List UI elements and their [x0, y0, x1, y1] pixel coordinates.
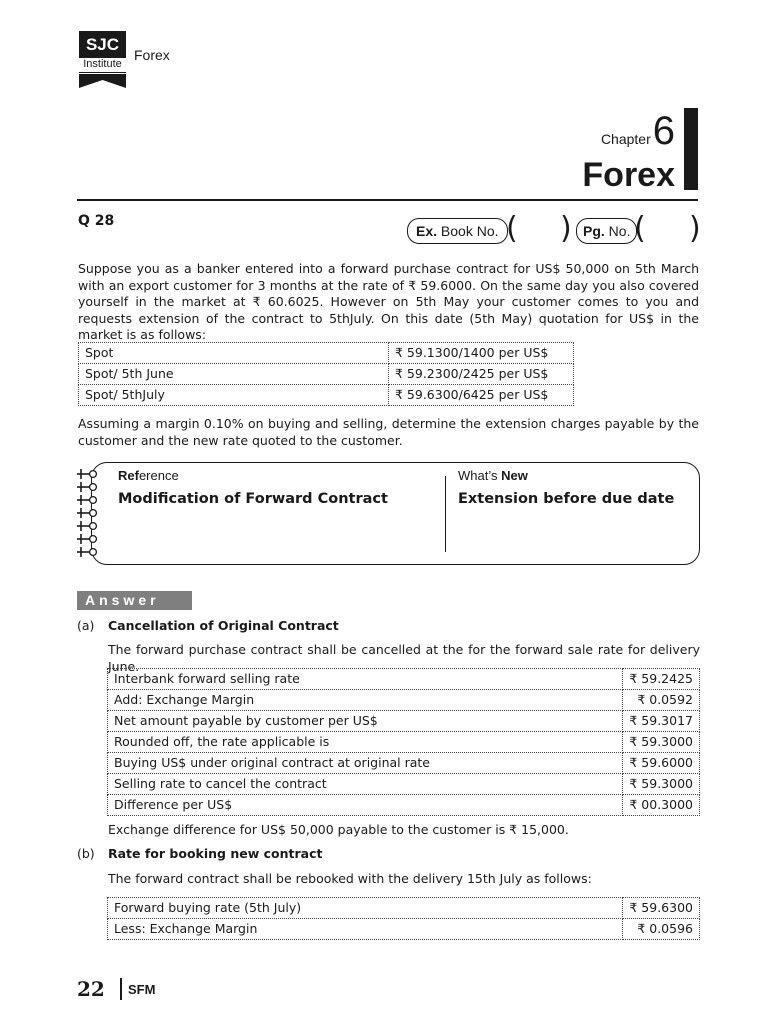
row-value: ₹ 59.3017: [623, 711, 700, 732]
answer-badge: Answer: [77, 591, 192, 610]
table-row: [108, 711, 700, 732]
chapter-label: Chapter: [600, 131, 651, 147]
table-row: [108, 919, 700, 940]
row-value: ₹ 59.2425: [623, 669, 700, 690]
part-a-heading: Cancellation of Original Contract: [108, 618, 339, 633]
header-rule: [77, 199, 698, 201]
pgno-close-bracket: ): [689, 211, 701, 246]
reference-heading: Modification of Forward Contract: [118, 491, 388, 507]
table-row: [79, 364, 574, 385]
table-row: [108, 669, 700, 690]
spiral-ring-icon: [76, 534, 98, 544]
row-label: Interbank forward selling rate: [108, 669, 623, 690]
logo-top-text: SJC: [79, 31, 126, 58]
chapter-heading: [582, 109, 675, 194]
logo-bottom-text: Institute: [79, 58, 126, 73]
header-section-title: Forex: [134, 47, 170, 63]
sjc-logo: [79, 31, 126, 92]
row-label: Rounded off, the rate applicable is: [108, 732, 623, 753]
reference-divider: [445, 476, 446, 552]
row-value: ₹ 59.3000: [623, 774, 700, 795]
part-b-intro: The forward contract shall be rebooked with the delivery 15th July as follows:: [108, 871, 592, 886]
spiral-ring-icon: [76, 469, 98, 479]
spiral-ring-icon: [76, 508, 98, 518]
quotation-table: [78, 342, 574, 406]
exbook-label: [407, 218, 508, 244]
row-label: Difference per US$: [108, 795, 623, 816]
row-value: ₹ 59.6000: [623, 753, 700, 774]
row-value: ₹ 0.0596: [623, 919, 700, 940]
exbook-label-bold: Ex.: [416, 223, 438, 239]
pgno-label-rest: No.: [604, 223, 631, 239]
quote-label: Spot/ 5thJuly: [79, 385, 389, 406]
row-value: ₹ 00.3000: [623, 795, 700, 816]
spiral-ring-icon: [76, 495, 98, 505]
reference-label-rest: erence: [138, 468, 179, 483]
part-b-heading: Rate for booking new contract: [108, 846, 323, 861]
question-text: Suppose you as a banker entered into a forward purchase contract for US$ 50,000 on 5th March with an export customer for 3 months at the rate of ₹ 59.6000. On the same day you also covered yourself in the market at ₹ 60.6025. However on 5th May your customer comes to you and requests extension of the contract to 5thJuly. On this date (5th May) quotation for US$ in the market is as follows:: [78, 261, 699, 342]
quote-rate: ₹ 59.2300/2425 per US$: [389, 364, 574, 385]
part-a-intro: The forward purchase contract shall be cancelled at the for the forward sale rate for delivery June.: [108, 642, 700, 674]
row-label: Add: Exchange Margin: [108, 690, 623, 711]
pgno-open-bracket: (: [634, 211, 646, 246]
reference-box: [91, 462, 700, 565]
part-a-note: Exchange difference for US$ 50,000 payable to the customer is ₹ 15,000.: [108, 822, 569, 837]
spiral-ring-icon: [76, 547, 98, 557]
cancellation-table: [107, 668, 700, 816]
quote-rate: ₹ 59.1300/1400 per US$: [389, 343, 574, 364]
footer-divider: [120, 978, 122, 1000]
quote-rate: ₹ 59.6300/6425 per US$: [389, 385, 574, 406]
table-row: [79, 343, 574, 364]
spiral-ring-icon: [76, 482, 98, 492]
table-row: [108, 774, 700, 795]
part-b-label: (b): [77, 846, 95, 861]
whats-new-heading: Extension before due date: [458, 491, 675, 507]
table-row: [108, 795, 700, 816]
part-a-label: (a): [77, 618, 95, 633]
exbook-close-bracket: ): [560, 211, 572, 246]
quote-label: Spot: [79, 343, 389, 364]
pgno-label: [576, 218, 637, 244]
whats-new-label-rest: What’s: [458, 468, 502, 483]
new-contract-table: [107, 897, 700, 940]
question-text-2: Assuming a margin 0.10% on buying and selling, determine the extension charges payable by the customer and the new rate quoted to the customer.: [78, 416, 699, 448]
row-label: Less: Exchange Margin: [108, 919, 623, 940]
table-row: [108, 732, 700, 753]
page-number: 22: [77, 977, 105, 1001]
row-value: ₹ 59.3000: [623, 732, 700, 753]
spiral-ring-icon: [76, 521, 98, 531]
whats-new-label-bold: New: [501, 468, 528, 483]
reference-label: [118, 468, 179, 483]
row-value: ₹ 59.6300: [623, 898, 700, 919]
quote-label: Spot/ 5th June: [79, 364, 389, 385]
exbook-open-bracket: (: [506, 211, 518, 246]
table-row: [108, 898, 700, 919]
table-row: [108, 690, 700, 711]
logo-ribbon-icon: [79, 74, 126, 88]
row-label: Buying US$ under original contract at original rate: [108, 753, 623, 774]
chapter-title: Forex: [582, 156, 675, 194]
row-label: Net amount payable by customer per US$: [108, 711, 623, 732]
row-label: Forward buying rate (5th July): [108, 898, 623, 919]
row-label: Selling rate to cancel the contract: [108, 774, 623, 795]
table-row: [79, 385, 574, 406]
whats-new-label: [458, 468, 528, 483]
pgno-label-bold: Pg.: [583, 223, 605, 239]
table-row: [108, 753, 700, 774]
exbook-label-rest: Book No.: [437, 223, 499, 239]
question-number: Q 28: [78, 213, 115, 229]
chapter-number: 6: [652, 109, 675, 153]
reference-label-bold: Ref: [118, 468, 139, 483]
chapter-side-bar: [684, 108, 698, 190]
row-value: ₹ 0.0592: [623, 690, 700, 711]
footer-book-title: SFM: [128, 982, 156, 997]
